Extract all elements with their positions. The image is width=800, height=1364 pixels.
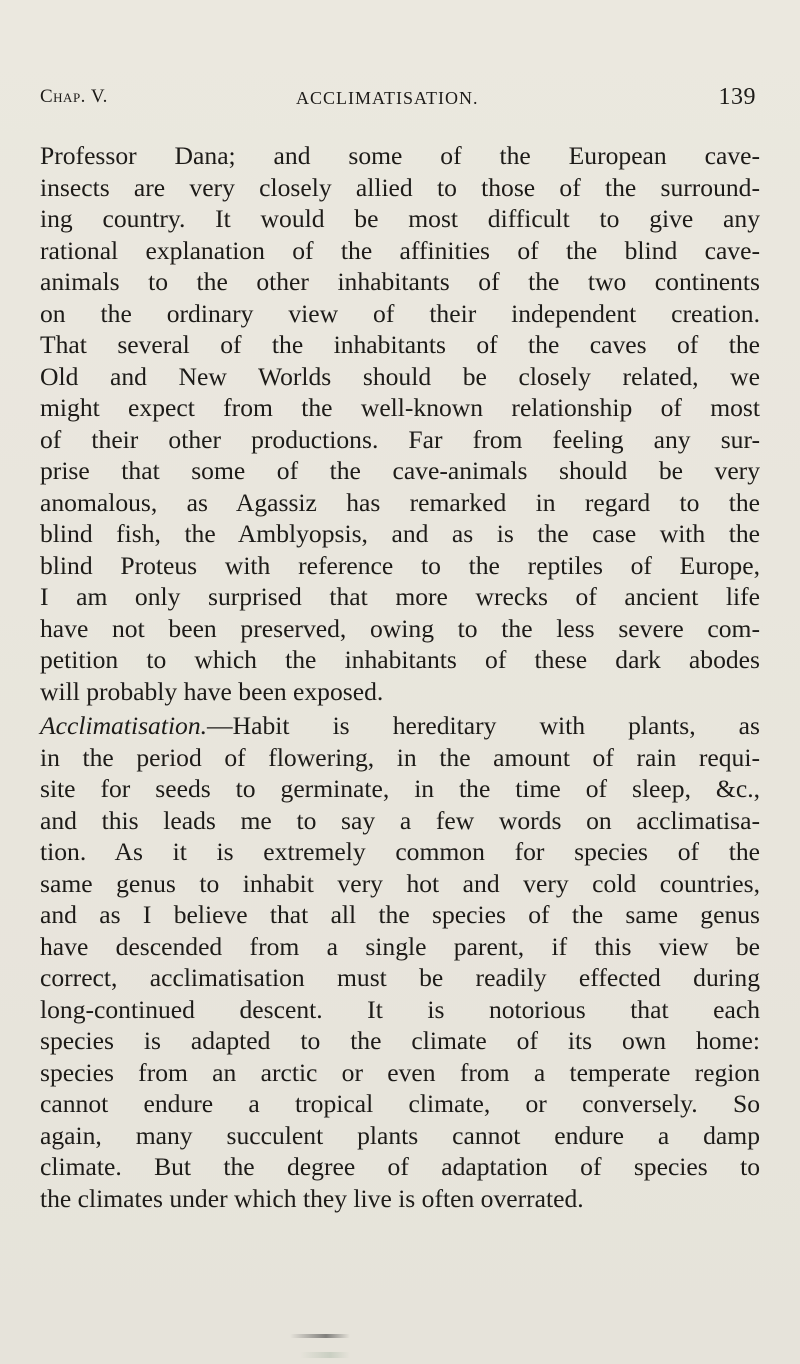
text-line: of their other productions. Far from feeling any sur- <box>40 424 760 454</box>
section-heading: Acclimatisation. <box>40 711 208 740</box>
paragraph-acclimatisation <box>40 710 760 1214</box>
text-line: have descended from a single parent, if this view be <box>40 931 760 961</box>
text-line: in the period of flowering, in the amount of rain requi- <box>40 742 760 772</box>
text-line: climate. But the degree of adaptation of species to <box>40 1152 760 1181</box>
text-line: the climates under which they live is often overrated. <box>40 1183 584 1213</box>
text-line: site for seeds to germinate, in the time of sleep, &c., <box>40 774 760 803</box>
text-line: animals to the other inhabitants of the two continents <box>40 267 760 296</box>
text-line-first <box>40 710 760 742</box>
text-line: same genus to inhabit very hot and very cold countries, <box>40 868 760 898</box>
text-line: correct, acclimatisation must be readily effected during <box>40 963 760 992</box>
text-line: petition to which the inhabitants of these dark abodes <box>40 645 760 674</box>
text-line: ing country. It would be most difficult to give any <box>40 204 760 233</box>
scan-artifact <box>300 1352 350 1358</box>
text-line: prise that some of the cave-animals should be very <box>40 456 760 485</box>
running-header <box>40 86 756 116</box>
text-line: and this leads me to say a few words on acclimatisa- <box>40 805 760 835</box>
first-line-rest: —Habit is hereditary with plants, as <box>207 711 760 740</box>
text-line: species is adapted to the climate of its own home: <box>40 1026 760 1055</box>
text-line: Professor Dana; and some of the European cave- <box>40 141 760 170</box>
text-line: long-continued descent. It is notorious that each <box>40 994 760 1024</box>
paragraph-cave-animals <box>40 140 760 707</box>
text-line: Old and New Worlds should be closely related, we <box>40 361 760 391</box>
text-line: rational explanation of the affinities of the blind cave- <box>40 235 760 265</box>
chapter-label: Chap. V. <box>40 86 108 107</box>
running-title: ACCLIMATISATION. <box>296 88 479 108</box>
text-line: and as I believe that all the species of the same genus <box>40 900 760 929</box>
text-line: on the ordinary view of their independent creation. <box>40 298 760 328</box>
text-line: might expect from the well-known relationship of most <box>40 393 760 422</box>
text-line: will probably have been exposed. <box>40 676 384 706</box>
text-line: again, many succulent plants cannot endure a damp <box>40 1120 760 1150</box>
text-line: I am only surprised that more wrecks of ancient life <box>40 582 760 611</box>
text-line: That several of the inhabitants of the caves of the <box>40 330 760 359</box>
text-line: anomalous, as Agassiz has remarked in regard to the <box>40 487 760 517</box>
text-line: have not been preserved, owing to the less severe com- <box>40 613 760 643</box>
text-line: blind Proteus with reference to the reptiles of Europe, <box>40 550 760 580</box>
text-line: blind fish, the Amblyopsis, and as is the case with the <box>40 519 760 548</box>
text-line: species from an arctic or even from a temperate region <box>40 1057 760 1087</box>
text-line: insects are very closely allied to those of the surround- <box>40 172 760 202</box>
text-line: cannot endure a tropical climate, or conversely. So <box>40 1089 760 1118</box>
scan-artifact <box>290 1334 350 1338</box>
text-line: tion. As it is extremely common for species of the <box>40 837 760 866</box>
page-number: 139 <box>718 84 756 110</box>
